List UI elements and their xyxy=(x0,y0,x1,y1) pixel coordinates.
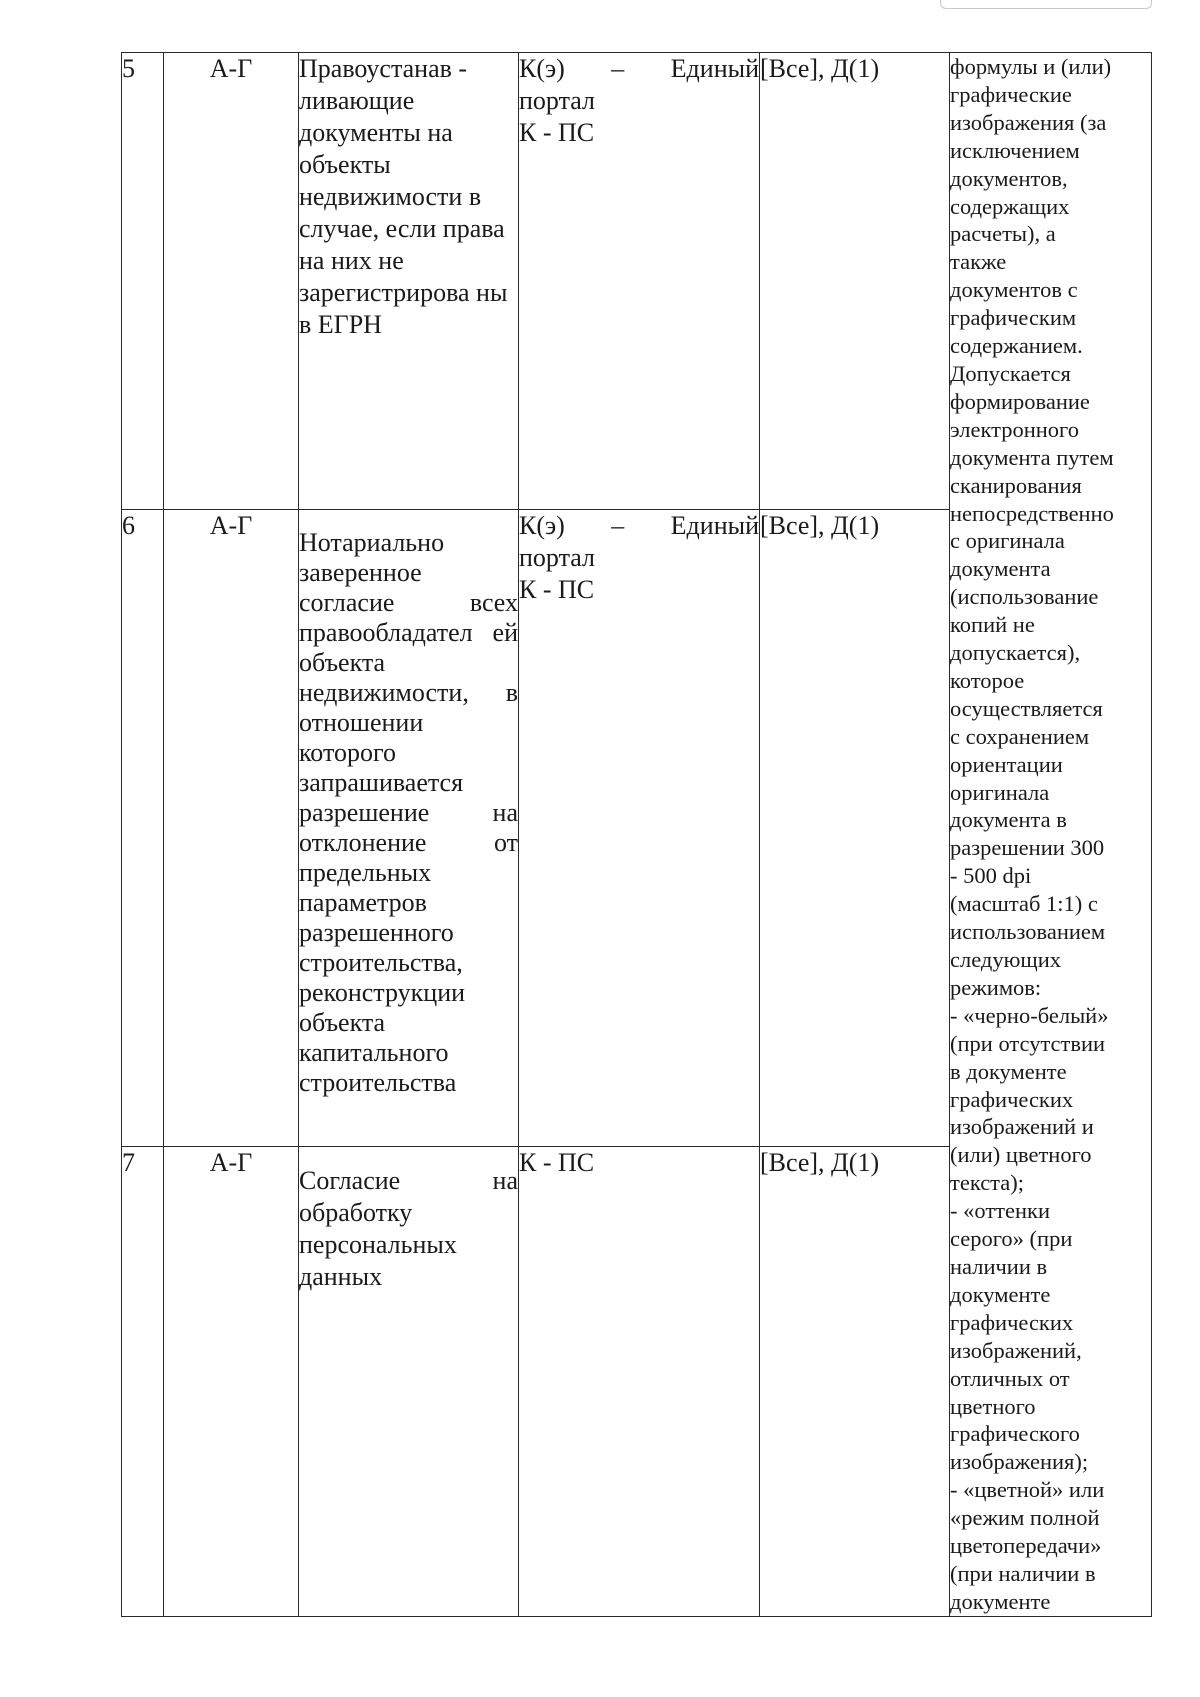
requirements-line: осуществляется xyxy=(950,695,1103,721)
header-frame-corner xyxy=(940,0,1152,9)
applicant-category: А-Г xyxy=(164,53,299,510)
requirements-line: - 500 dpi xyxy=(950,863,1032,889)
document-name: Нотариально заверенное согласие всех правообладател ей объекта недвижимости, в отношении которого запрашивается разрешение на отклонение от предельных параметров разрешенного строительства, реконструкции объекта капитального строительства xyxy=(299,510,519,1146)
applicant-category: А-Г xyxy=(164,510,299,1146)
requirements-line: изображения); xyxy=(950,1449,1089,1475)
submission-channel xyxy=(519,510,760,1146)
requirements-line: в документе xyxy=(950,1058,1067,1084)
requirements-line: - «черно-белый» xyxy=(950,1002,1109,1028)
requirements-line: сканирования xyxy=(950,472,1082,498)
requirements-line: изображений, xyxy=(950,1337,1082,1363)
row-number: 5 xyxy=(122,53,164,510)
requirements-line: (использование xyxy=(950,584,1099,610)
requirements-line: документов с xyxy=(950,277,1078,303)
requirements-line: также xyxy=(950,249,1007,275)
channel-line: К - ПС xyxy=(519,1147,595,1177)
requirements-line: графическим xyxy=(950,305,1077,331)
requirements-line: содержанием. xyxy=(950,333,1083,359)
requirements-line: - «оттенки xyxy=(950,1198,1050,1224)
documents-table xyxy=(121,52,1152,1617)
requirements-line: допускается), xyxy=(950,640,1081,666)
requirements-line: цветопередачи» xyxy=(950,1533,1102,1559)
applicant-category: А-Г xyxy=(164,1146,299,1616)
row-number: 7 xyxy=(122,1146,164,1616)
requirements-line: «режим полной xyxy=(950,1505,1100,1531)
requirements-line: документов, xyxy=(950,165,1068,191)
submission-channel xyxy=(519,53,760,510)
requirements-line: (или) цветного xyxy=(950,1142,1092,1168)
requirements-line: исключением xyxy=(950,137,1080,163)
requirements-line: текста); xyxy=(950,1170,1025,1196)
requirements-line: с оригинала xyxy=(950,528,1065,554)
requirements-line: следующих xyxy=(950,947,1062,972)
document-name: Согласие на обработку персональных данных xyxy=(299,1146,519,1616)
channel-line: К - ПС xyxy=(519,575,595,605)
requirements-line: документе xyxy=(950,1281,1051,1307)
requirements-line: использованием xyxy=(950,919,1106,945)
requirements-text xyxy=(950,53,1151,1616)
requirements-line: содержащих xyxy=(950,193,1070,219)
requirements-line: расчеты), а xyxy=(950,221,1056,247)
requirements-line: - «цветной» или xyxy=(950,1477,1105,1503)
document-name: Правоустанав - ливающие документы на объекты недвижимости в случае, если права на них не зарегистрирова ны в ЕГРН xyxy=(299,53,519,510)
row-number: 6 xyxy=(122,510,164,1146)
requirements-line: (при отсутствии xyxy=(950,1030,1106,1056)
requirements-line: серого» (при xyxy=(950,1226,1073,1252)
requirements-line: (масштаб 1:1) с xyxy=(950,891,1098,917)
channel-line: К(э) – Единый xyxy=(519,54,759,83)
requirements-line: (при наличии в xyxy=(950,1560,1096,1586)
requirements-line: отличных от xyxy=(950,1365,1070,1391)
requirements-line: копий не xyxy=(950,612,1035,638)
requirements-line: документе xyxy=(950,1588,1051,1614)
channel-line: К - ПС xyxy=(519,118,595,147)
requirements-line: документа в xyxy=(950,807,1067,833)
requirements-line: графические xyxy=(950,81,1072,107)
channel-line: портал xyxy=(519,543,595,573)
requirements-line: графических xyxy=(950,1309,1074,1335)
applicants: [Все], Д(1) xyxy=(760,53,950,510)
requirements-line: документа xyxy=(950,556,1051,582)
requirements-line: формирование xyxy=(950,388,1090,414)
channel-line: портал xyxy=(519,86,595,115)
requirements-line: наличии в xyxy=(950,1253,1048,1279)
requirements-line: изображений и xyxy=(950,1114,1094,1140)
requirements-line: режимов: xyxy=(950,974,1042,1000)
requirements-line: документа путем xyxy=(950,444,1114,470)
requirements-line: графических xyxy=(950,1086,1074,1112)
format-requirements xyxy=(950,53,1152,1617)
submission-channel xyxy=(519,1146,760,1616)
requirements-line: которое xyxy=(950,667,1025,693)
requirements-line: графического xyxy=(950,1421,1080,1447)
requirements-line: формулы и (или) xyxy=(950,54,1112,79)
requirements-line: электронного xyxy=(950,416,1079,442)
requirements-line: ориентации xyxy=(950,751,1063,777)
applicants: [Все], Д(1) xyxy=(760,510,950,1146)
requirements-line: оригинала xyxy=(950,779,1050,805)
channel-line: К(э) – Единый xyxy=(519,511,759,541)
requirements-line: изображения (за xyxy=(950,109,1107,135)
requirements-line: разрешении 300 xyxy=(950,835,1105,861)
requirements-line: с сохранением xyxy=(950,723,1090,749)
requirements-line: цветного xyxy=(950,1393,1036,1419)
table-row-5 xyxy=(122,53,1152,510)
requirements-line: непосредственно xyxy=(950,500,1114,526)
requirements-line: Допускается xyxy=(950,360,1071,386)
applicants: [Все], Д(1) xyxy=(760,1146,950,1616)
